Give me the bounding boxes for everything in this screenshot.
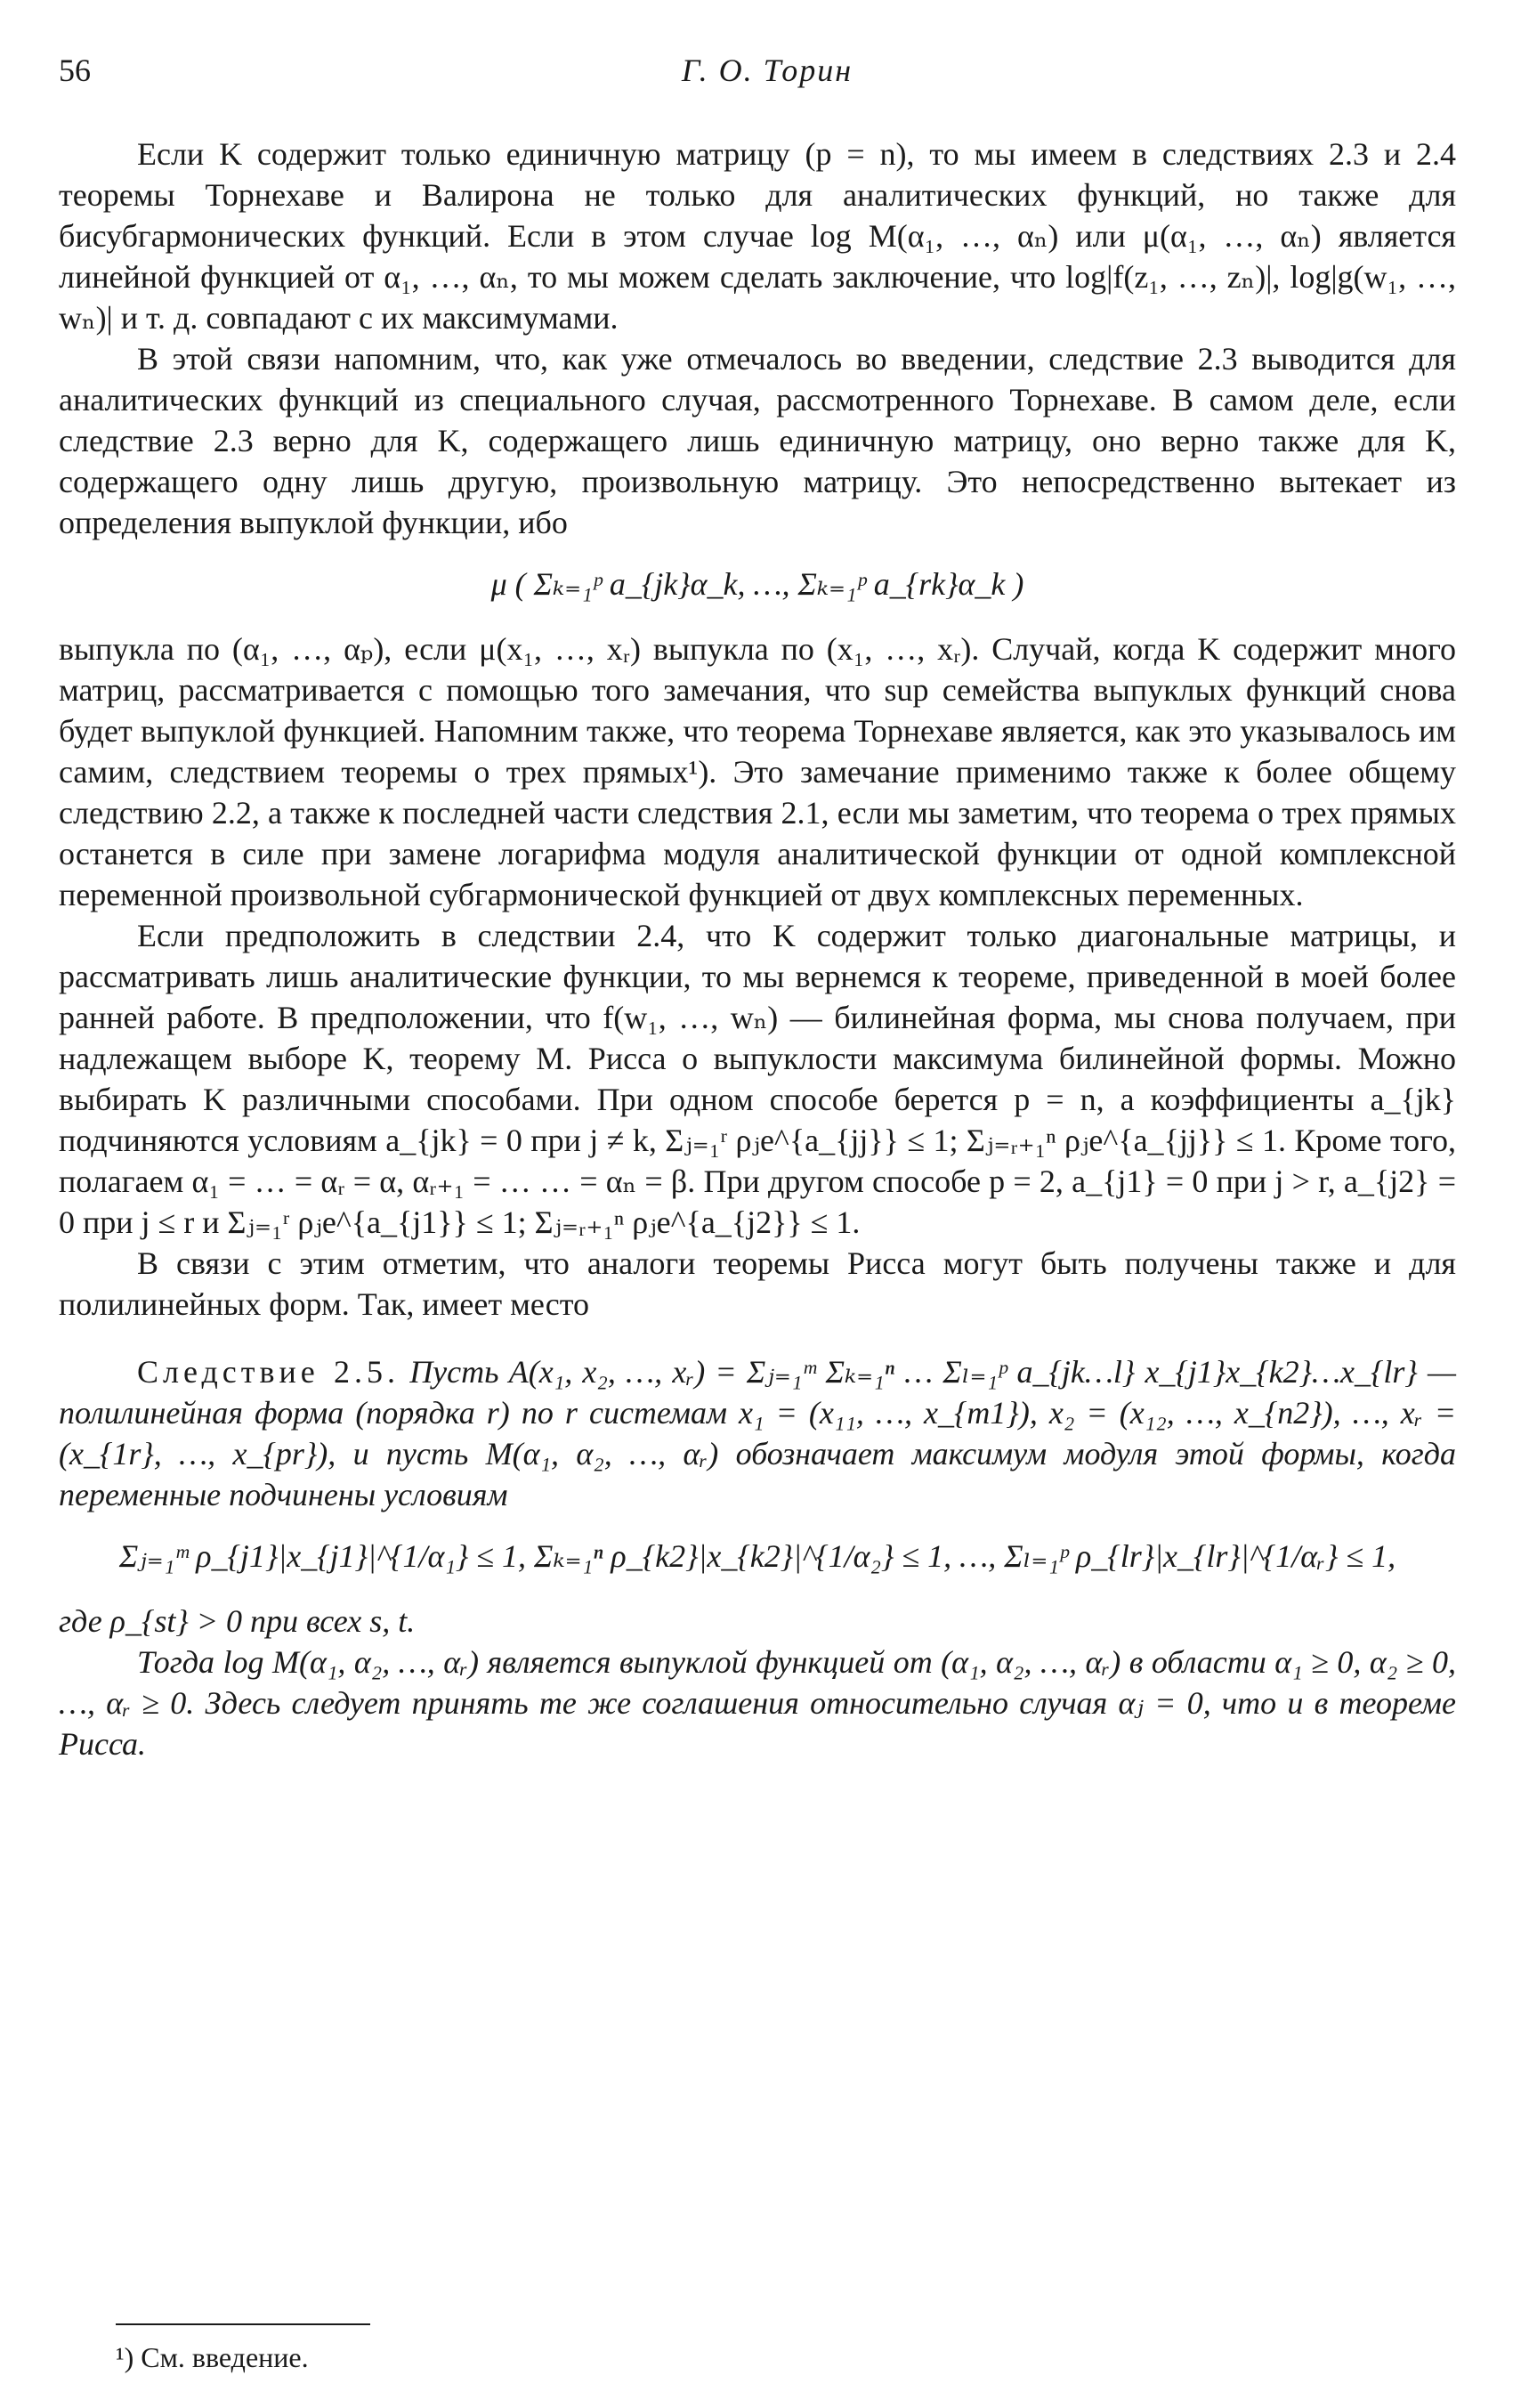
- paragraph-7: Тогда log M(α₁, α₂, …, αᵣ) является выпуклой функцией от (α₁, α₂, …, αᵣ) в области α₁ ≥ 0, α₂ ≥ 0, …, αᵣ ≥ 0. Здесь следует принять те же соглашения относительно случая αⱼ = 0, что и в теореме Рисса.: [59, 1644, 1456, 1762]
- footnote-rule: [116, 2323, 370, 2325]
- corollary-text: Пусть A(x₁, x₂, …, xᵣ) = Σⱼ₌₁ᵐ Σₖ₌₁ⁿ … Σₗ₌₁ᵖ a_{jk…l} x_{j1}x_{k2}…x_{lr} — полилинейная форма (порядка r) по r системам x₁ = (x₁₁, …, x_{m1}), x₂ = (x₁₂, …, x_{n2}), …, xᵣ = (x_{1r}, …, x_{pr}), и пусть M(α₁, α₂, …, αᵣ) обозначает максимум модуля этой формы, когда переменные подчинены условиям: [59, 1354, 1456, 1512]
- paragraph-2: В этой связи напомним, что, как уже отмечалось во введении, следствие 2.3 выводится для аналитических функций из специального случая, рассмотренного Торнехаве. В самом деле, если следствие 2.3 верно для K, содержащего лишь единичную матрицу, оно верно также для K, содержащего одну лишь другую, произвольную матрицу. Это непосредственно вытекает из определения выпуклой функции, ибо: [59, 341, 1456, 540]
- paragraph-4: Если предположить в следствии 2.4, что K содержит только диагональные матрицы, и рассматривать лишь аналитические функции, то мы вернемся к теореме, приведенной в моей более ранней работе. В предположении, что f(w₁, …, wₙ) — билинейная форма, мы снова получаем, при надлежащем выборе K, теорему М. Рисса о выпуклости максимума билинейной формы. Можно выбирать K различными способами. При одном способе берется p = n, а коэффициенты a_{jk} подчиняются условиям a_{jk} = 0 при j ≠ k, Σⱼ₌₁ʳ ρⱼe^{a_{jj}} ≤ 1; Σⱼ₌ᵣ₊₁ⁿ ρⱼe^{a_{jj}} ≤ 1. Кроме того, полагаем α₁ = … = αᵣ = α, αᵣ₊₁ = … … = αₙ = β. При другом способе p = 2, a_{j1} = 0 при j > r, a_{j2} = 0 при j ≤ r и Σⱼ₌₁ʳ ρⱼe^{a_{j1}} ≤ 1; Σⱼ₌ᵣ₊₁ⁿ ρⱼe^{a_{j2}} ≤ 1.: [59, 918, 1456, 1240]
- paragraph-1: Если K содержит только единичную матрицу (p = n), то мы имеем в следствиях 2.3 и 2.4 теоремы Торнехаве и Валирона не только для аналитических функций, но также для бисубгармонических функций. Если в этом случае log M(α₁, …, αₙ) или μ(α₁, …, αₙ) является линейной функцией от α₁, …, αₙ, то мы можем сделать заключение, что log|f(z₁, …, zₙ)|, log|g(w₁, …, wₙ)| и т. д. совпадают с их максимумами.: [59, 136, 1456, 336]
- footnote: ¹) См. введение.: [116, 2341, 309, 2373]
- corollary-2-5: [59, 1351, 1456, 1515]
- page-body: [59, 134, 1456, 1764]
- equation-2: Σⱼ₌₁ᵐ ρ_{j1}|x_{j1}|^{1/α₁} ≤ 1, Σₖ₌₁ⁿ ρ_{k2}|x_{k2}|^{1/α₂} ≤ 1, …, Σₗ₌₁ᵖ ρ_{lr}|x_{lr}|^{1/αᵣ} ≤ 1,: [118, 1538, 1396, 1574]
- page-header: [59, 52, 1476, 105]
- corollary-label: Следствие 2.5.: [137, 1354, 400, 1390]
- running-head: Г. О. Торин: [681, 53, 853, 88]
- page-number: 56: [59, 53, 91, 88]
- equation-1: μ ( Σₖ₌₁ᵖ a_{jk}α_k, …, Σₖ₌₁ᵖ a_{rk}α_k ): [490, 566, 1024, 602]
- paragraph-6: где ρ_{st} > 0 при всех s, t.: [59, 1603, 416, 1639]
- paragraph-5: В связи с этим отметим, что аналоги теоремы Рисса могут быть получены также и для полилинейных форм. Так, имеет место: [59, 1245, 1456, 1322]
- paragraph-3: выпукла по (α₁, …, αₚ), если μ(x₁, …, xᵣ) выпукла по (x₁, …, xᵣ). Случай, когда K содержит много матриц, рассматривается с помощью того замечания, что sup семейства выпуклых функций снова будет выпуклой функцией. Напомним также, что теорема Торнехаве является, как это указывалось им самим, следствием теоремы о трех прямых¹). Это замечание применимо также к более общему следствию 2.2, а также к последней части следствия 2.1, если мы заметим, что теорема о трех прямых останется в силе при замене логарифма модуля аналитической функции от одной комплексной переменной произвольной субгармонической функцией от двух комплексных переменных.: [59, 631, 1456, 912]
